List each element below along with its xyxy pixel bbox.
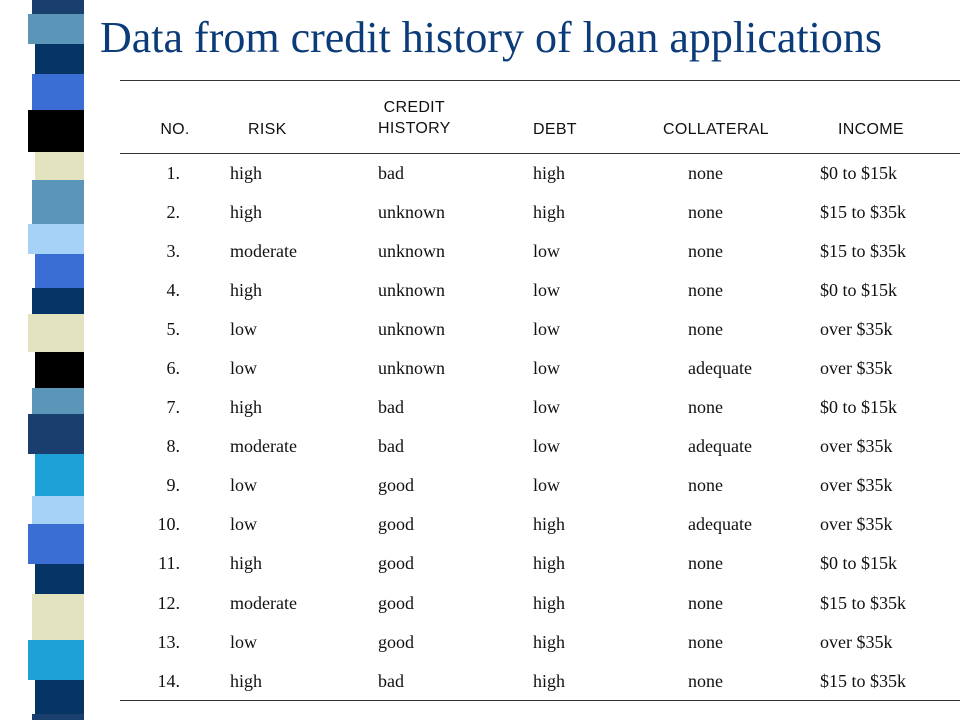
cell-no: 7. [166,397,180,418]
cell-credit-history: bad [378,436,404,457]
cell-collateral: none [688,318,723,339]
cell-no: 4. [166,279,180,300]
cell-collateral: adequate [688,436,752,457]
cell-collateral: none [688,475,723,496]
cell-credit-history: unknown [378,201,445,222]
cell-income: over $35k [820,318,893,339]
loan-applications-table [120,80,960,701]
header-risk: RISK [230,81,378,154]
cell-no: 1. [166,162,180,183]
cell-debt: low [533,358,560,379]
cell-credit-history: good [378,514,414,535]
table-row [120,427,960,466]
cell-no: 8. [166,436,180,457]
cell-risk: moderate [230,592,297,613]
cell-risk: low [230,514,257,535]
decor-stripe [32,288,84,314]
cell-income: over $35k [820,514,893,535]
cell-income: over $35k [820,358,893,379]
cell-risk: moderate [230,436,297,457]
cell-no: 9. [166,475,180,496]
decor-stripe [35,152,84,180]
table-row [120,310,960,349]
cell-credit-history: bad [378,662,533,701]
cell-debt: high [533,631,566,652]
cell-risk: moderate [230,240,297,261]
cell-collateral: none [688,162,723,183]
table-row [120,271,960,310]
cell-collateral: none [688,592,723,613]
table-row [120,193,960,232]
cell-risk: high [230,162,263,183]
cell-no: 12. [157,592,180,613]
cell-debt: low [533,397,560,418]
cell-credit-history: unknown [378,240,445,261]
cell-collateral: none [688,397,723,418]
decor-stripe [35,454,84,496]
cell-debt: high [533,662,663,701]
cell-income: $0 to $15k [820,279,898,300]
decor-stripe [35,680,84,714]
cell-debt: high [533,514,566,535]
cell-collateral: none [688,240,723,261]
cell-collateral: none [688,201,723,222]
cell-collateral: none [688,553,723,574]
cell-credit-history: unknown [378,279,445,300]
cell-income: $15 to $35k [820,201,907,222]
cell-debt: low [533,436,560,457]
decor-stripe [32,496,84,524]
header-income: INCOME [818,81,960,154]
cell-collateral: adequate [688,514,752,535]
table-row [120,232,960,271]
cell-no: 14. [120,662,230,701]
decor-stripe [32,388,84,414]
cell-no: 5. [166,318,180,339]
cell-debt: low [533,318,560,339]
cell-risk: high [230,201,263,222]
cell-no: 10. [157,514,180,535]
cell-income: over $35k [820,475,893,496]
cell-risk: high [230,397,263,418]
cell-risk: low [230,631,257,652]
cell-income: $15 to $35k [818,662,960,701]
cell-income: $0 to $15k [820,397,898,418]
header-credit-history-line2: HISTORY [378,120,451,137]
cell-risk: low [230,318,257,339]
decor-stripe [32,594,84,640]
cell-credit-history: unknown [378,358,445,379]
cell-collateral: none [663,662,818,701]
cell-credit-history: good [378,553,414,574]
table-row [120,623,960,662]
cell-collateral: adequate [688,358,752,379]
cell-income: over $35k [820,631,893,652]
header-credit-history [378,81,533,154]
header-debt: DEBT [533,81,663,154]
decor-stripe [35,352,84,388]
cell-income: $0 to $15k [820,162,898,183]
decor-stripe [32,714,84,720]
cell-credit-history: bad [378,162,404,183]
cell-risk: high [230,553,263,574]
cell-credit-history: good [378,631,414,652]
cell-debt: low [533,475,560,496]
decor-stripe [28,110,84,152]
cell-risk: high [230,279,263,300]
table-row [120,662,960,701]
decor-stripe [35,254,84,288]
cell-no: 13. [157,631,180,652]
cell-no: 2. [166,201,180,222]
cell-no: 11. [158,553,180,574]
table-row [120,154,960,193]
cell-risk: low [230,358,257,379]
table-row [120,505,960,544]
table-row [120,584,960,623]
cell-collateral: none [688,631,723,652]
cell-no: 6. [166,358,180,379]
decor-stripe [28,640,84,680]
cell-income: $15 to $35k [820,240,907,261]
decor-stripe [35,44,84,74]
cell-credit-history: good [378,475,414,496]
table-header [120,81,960,154]
cell-income: over $35k [820,436,893,457]
cell-debt: high [533,592,566,613]
header-row [120,81,960,154]
cell-credit-history: bad [378,397,404,418]
cell-no: 3. [166,240,180,261]
table-body [120,154,960,701]
table-row [120,388,960,427]
decor-stripe [28,224,84,254]
header-collateral: COLLATERAL [663,81,818,154]
cell-debt: low [533,240,560,261]
decor-stripe [35,564,84,594]
cell-credit-history: good [378,592,414,613]
cell-income: $0 to $15k [820,553,898,574]
header-credit-history-line1: CREDIT [383,99,445,116]
decorative-stripe-bar [28,0,92,720]
decor-stripe [28,524,84,564]
cell-debt: high [533,201,566,222]
cell-credit-history: unknown [378,318,445,339]
cell-debt: low [533,279,560,300]
decor-stripe [28,414,84,454]
header-credit-history-text [378,97,451,139]
table-row [120,466,960,505]
cell-income: $15 to $35k [820,592,907,613]
decor-stripe [32,74,84,110]
cell-collateral: none [688,279,723,300]
slide-title: Data from credit history of loan applications [100,13,882,62]
table-row [120,544,960,583]
decor-stripe [28,314,84,352]
decor-stripe [32,180,84,224]
cell-risk: low [230,475,257,496]
cell-debt: high [533,162,566,183]
header-no: NO. [120,81,230,154]
cell-debt: high [533,553,566,574]
decor-stripe [28,14,84,44]
cell-risk: high [230,662,378,701]
table-row [120,349,960,388]
decor-stripe [32,0,84,14]
